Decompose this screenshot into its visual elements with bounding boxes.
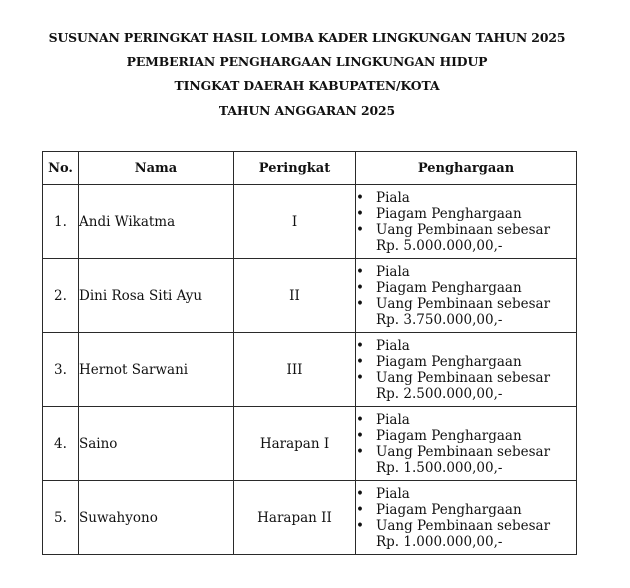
award-item: Piala bbox=[376, 263, 410, 280]
row-number: 1. bbox=[43, 185, 79, 259]
award-item: Piagam Penghargaan bbox=[376, 279, 522, 296]
award-item: Uang Pembinaan sebesar bbox=[376, 295, 551, 312]
award-amount: Rp. 1.500.000,00,- bbox=[376, 459, 503, 476]
bullet-icon: • bbox=[356, 353, 364, 370]
award-item: Piala bbox=[376, 337, 410, 354]
winner-rank: II bbox=[234, 259, 356, 333]
bullet-icon: • bbox=[356, 279, 364, 296]
row-number: 2. bbox=[43, 259, 79, 333]
list-item bbox=[356, 518, 576, 534]
bullet-icon: • bbox=[356, 517, 364, 534]
row-number: 3. bbox=[43, 333, 79, 407]
award-item: Uang Pembinaan sebesar bbox=[376, 443, 551, 460]
list-item bbox=[356, 264, 576, 280]
bullet-icon: • bbox=[356, 369, 364, 386]
header-peringkat: Peringkat bbox=[234, 152, 356, 185]
winner-name: Dini Rosa Siti Ayu bbox=[79, 259, 234, 333]
list-item bbox=[356, 206, 576, 222]
award-amount: Rp. 5.000.000,00,- bbox=[376, 237, 503, 254]
list-item-continuation bbox=[356, 238, 576, 254]
award-amount: Rp. 3.750.000,00,- bbox=[376, 311, 503, 328]
award-item: Piagam Penghargaan bbox=[376, 427, 522, 444]
list-item bbox=[356, 502, 576, 518]
list-item bbox=[356, 412, 576, 428]
table-row bbox=[43, 185, 577, 259]
list-item bbox=[356, 428, 576, 444]
award-cell bbox=[356, 333, 577, 407]
list-item bbox=[356, 190, 576, 206]
award-amount: Rp. 1.000.000,00,- bbox=[376, 533, 503, 550]
award-item: Uang Pembinaan sebesar bbox=[376, 369, 551, 386]
bullet-icon: • bbox=[356, 263, 364, 280]
heading-line-3: TINGKAT DAERAH KABUPATEN/KOTA bbox=[174, 78, 440, 94]
award-cell bbox=[356, 185, 577, 259]
header-no: No. bbox=[43, 152, 79, 185]
table-row bbox=[43, 259, 577, 333]
winner-name: Hernot Sarwani bbox=[79, 333, 234, 407]
award-item: Piala bbox=[376, 189, 410, 206]
table-header-row bbox=[43, 152, 577, 185]
winner-rank: III bbox=[234, 333, 356, 407]
list-item bbox=[356, 444, 576, 460]
award-item: Piala bbox=[376, 411, 410, 428]
award-cell bbox=[356, 407, 577, 481]
award-amount: Rp. 2.500.000,00,- bbox=[376, 385, 503, 402]
list-item-continuation bbox=[356, 460, 576, 476]
award-list bbox=[356, 486, 576, 550]
row-number: 4. bbox=[43, 407, 79, 481]
bullet-icon: • bbox=[356, 485, 364, 502]
award-list bbox=[356, 190, 576, 254]
award-list bbox=[356, 264, 576, 328]
bullet-icon: • bbox=[356, 221, 364, 238]
winner-name: Andi Wikatma bbox=[79, 185, 234, 259]
award-item: Uang Pembinaan sebesar bbox=[376, 517, 551, 534]
winner-rank: Harapan I bbox=[234, 407, 356, 481]
table-row bbox=[43, 333, 577, 407]
winner-rank: I bbox=[234, 185, 356, 259]
table-row bbox=[43, 481, 577, 555]
list-item bbox=[356, 296, 576, 312]
list-item-continuation bbox=[356, 312, 576, 328]
winner-name: Saino bbox=[79, 407, 234, 481]
header-penghargaan: Penghargaan bbox=[356, 152, 577, 185]
heading-line-2: PEMBERIAN PENGHARGAAN LINGKUNGAN HIDUP bbox=[126, 54, 488, 70]
bullet-icon: • bbox=[356, 189, 364, 206]
winner-rank: Harapan II bbox=[234, 481, 356, 555]
document-heading bbox=[0, 26, 614, 123]
award-item: Uang Pembinaan sebesar bbox=[376, 221, 551, 238]
list-item bbox=[356, 280, 576, 296]
bullet-icon: • bbox=[356, 295, 364, 312]
award-item: Piagam Penghargaan bbox=[376, 205, 522, 222]
award-item: Piagam Penghargaan bbox=[376, 353, 522, 370]
list-item bbox=[356, 486, 576, 502]
row-number: 5. bbox=[43, 481, 79, 555]
list-item-continuation bbox=[356, 386, 576, 402]
award-list bbox=[356, 338, 576, 402]
bullet-icon: • bbox=[356, 501, 364, 518]
bullet-icon: • bbox=[356, 443, 364, 460]
winner-name: Suwahyono bbox=[79, 481, 234, 555]
ranking-table bbox=[42, 151, 577, 555]
bullet-icon: • bbox=[356, 427, 364, 444]
bullet-icon: • bbox=[356, 337, 364, 354]
award-item: Piala bbox=[376, 485, 410, 502]
list-item bbox=[356, 370, 576, 386]
award-cell bbox=[356, 481, 577, 555]
table-row bbox=[43, 407, 577, 481]
award-item: Piagam Penghargaan bbox=[376, 501, 522, 518]
bullet-icon: • bbox=[356, 411, 364, 428]
list-item-continuation bbox=[356, 534, 576, 550]
heading-line-4: TAHUN ANGGARAN 2025 bbox=[218, 102, 396, 118]
list-item bbox=[356, 354, 576, 370]
heading-line-1: SUSUNAN PERINGKAT HASIL LOMBA KADER LINGKUNGAN TAHUN 2025 bbox=[48, 30, 566, 45]
list-item bbox=[356, 338, 576, 354]
header-nama: Nama bbox=[79, 152, 234, 185]
award-list bbox=[356, 412, 576, 476]
bullet-icon: • bbox=[356, 205, 364, 222]
award-cell bbox=[356, 259, 577, 333]
list-item bbox=[356, 222, 576, 238]
